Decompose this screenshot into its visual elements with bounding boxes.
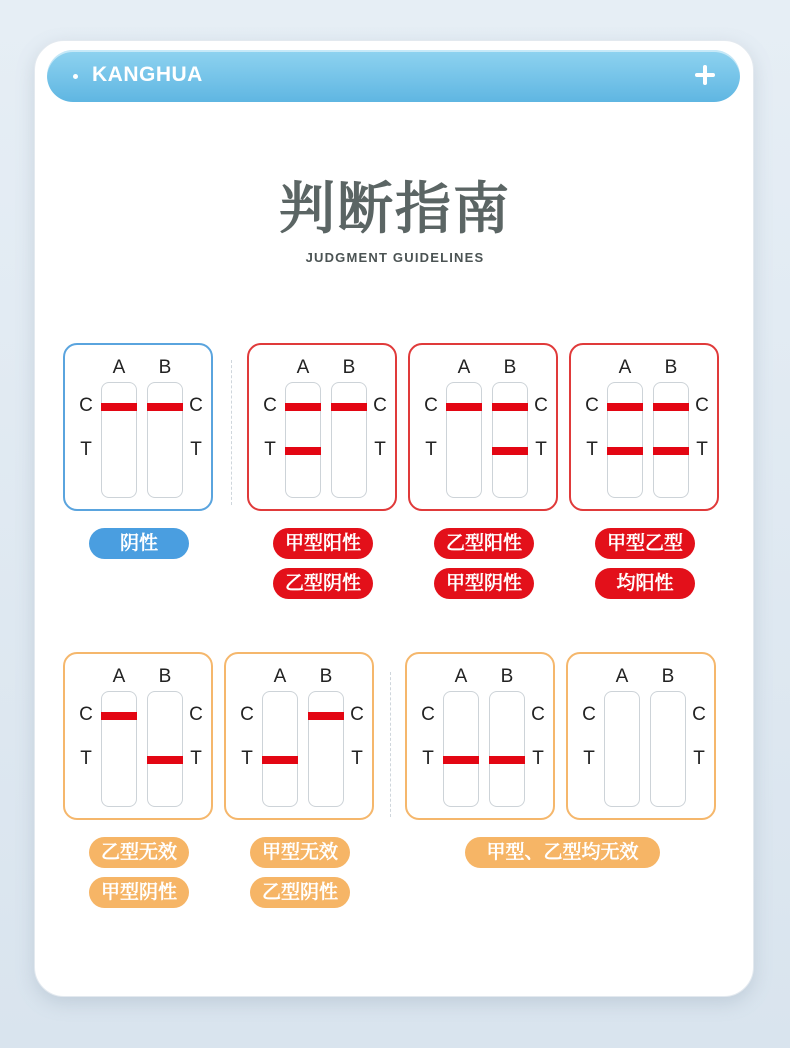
- page-subtitle: JUDGMENT GUIDELINES: [305, 250, 485, 265]
- test-box-r3: [408, 343, 558, 511]
- label-a: A: [112, 357, 126, 378]
- row1-divider: [231, 360, 232, 505]
- label-a: A: [618, 357, 632, 378]
- brand-name: KANGHUA: [92, 63, 203, 86]
- label-c-right: C: [350, 704, 364, 725]
- result-label: 乙型阳性: [434, 528, 534, 559]
- label-c-left: C: [421, 704, 435, 725]
- test-line: [147, 756, 183, 764]
- label-c-left: C: [240, 704, 254, 725]
- control-line: [653, 403, 689, 411]
- label-t-right: T: [190, 439, 202, 460]
- label-t-left: T: [586, 439, 598, 460]
- strip-b: [653, 382, 689, 498]
- label-c-right: C: [189, 395, 203, 416]
- label-c-left: C: [424, 395, 438, 416]
- strip-a: [607, 382, 643, 498]
- result-label: 甲型阴性: [89, 877, 189, 908]
- result-label: 甲型乙型: [595, 528, 695, 559]
- label-b: B: [158, 666, 172, 687]
- strip-a: [101, 691, 137, 807]
- result-label: 乙型阴性: [273, 568, 373, 599]
- test-line: [489, 756, 525, 764]
- strip-b: [331, 382, 367, 498]
- test-line: [653, 447, 689, 455]
- strip-b: [147, 382, 183, 498]
- label-c-right: C: [692, 704, 706, 725]
- label-c-right: C: [534, 395, 548, 416]
- test-line: [443, 756, 479, 764]
- result-label: 乙型阴性: [250, 877, 350, 908]
- label-c-right: C: [189, 704, 203, 725]
- label-a: A: [457, 357, 471, 378]
- label-t-left: T: [241, 748, 253, 769]
- test-line: [285, 447, 321, 455]
- test-line: [607, 447, 643, 455]
- label-b: B: [661, 666, 675, 687]
- label-b: B: [503, 357, 517, 378]
- test-box-r1: [63, 343, 213, 511]
- control-line: [285, 403, 321, 411]
- control-line: [492, 403, 528, 411]
- label-c-right: C: [531, 704, 545, 725]
- strip-b: [492, 382, 528, 498]
- label-b: B: [158, 357, 172, 378]
- result-label: 甲型阳性: [273, 528, 373, 559]
- label-c-right: C: [373, 395, 387, 416]
- label-a: A: [273, 666, 287, 687]
- strip-a: [443, 691, 479, 807]
- test-line: [262, 756, 298, 764]
- result-label: 甲型、乙型均无效: [465, 837, 660, 868]
- label-t-left: T: [80, 439, 92, 460]
- label-t-right: T: [696, 439, 708, 460]
- test-box-r8: [566, 652, 716, 820]
- label-a: A: [454, 666, 468, 687]
- label-b: B: [664, 357, 678, 378]
- result-label: 甲型阴性: [434, 568, 534, 599]
- strip-b: [650, 691, 686, 807]
- result-label: 甲型无效: [250, 837, 350, 868]
- header-dot-icon: [73, 74, 78, 79]
- test-box-r7: [405, 652, 555, 820]
- control-line: [147, 403, 183, 411]
- test-line: [492, 447, 528, 455]
- strip-b: [308, 691, 344, 807]
- control-line: [101, 403, 137, 411]
- test-box-r6: [224, 652, 374, 820]
- label-t-left: T: [583, 748, 595, 769]
- label-c-left: C: [585, 395, 599, 416]
- label-c-left: C: [263, 395, 277, 416]
- control-line: [446, 403, 482, 411]
- label-t-left: T: [80, 748, 92, 769]
- label-b: B: [319, 666, 333, 687]
- strip-a: [262, 691, 298, 807]
- label-t-right: T: [190, 748, 202, 769]
- strip-a: [285, 382, 321, 498]
- label-c-left: C: [79, 704, 93, 725]
- test-box-r4: [569, 343, 719, 511]
- control-line: [308, 712, 344, 720]
- label-b: B: [342, 357, 356, 378]
- result-label: 乙型无效: [89, 837, 189, 868]
- control-line: [331, 403, 367, 411]
- strip-a: [604, 691, 640, 807]
- strip-b: [489, 691, 525, 807]
- control-line: [607, 403, 643, 411]
- result-label: 均阳性: [595, 568, 695, 599]
- label-t-left: T: [264, 439, 276, 460]
- label-t-right: T: [693, 748, 705, 769]
- label-t-right: T: [532, 748, 544, 769]
- label-a: A: [112, 666, 126, 687]
- label-t-right: T: [374, 439, 386, 460]
- row2-divider: [390, 672, 391, 817]
- label-c-right: C: [695, 395, 709, 416]
- plus-icon[interactable]: [694, 64, 716, 86]
- label-b: B: [500, 666, 514, 687]
- label-t-left: T: [425, 439, 437, 460]
- strip-a: [101, 382, 137, 498]
- test-box-r5: [63, 652, 213, 820]
- result-label: 阴性: [89, 528, 189, 559]
- label-a: A: [296, 357, 310, 378]
- label-a: A: [615, 666, 629, 687]
- page-title: 判断指南: [279, 177, 511, 242]
- label-t-right: T: [351, 748, 363, 769]
- label-c-left: C: [79, 395, 93, 416]
- label-t-right: T: [535, 439, 547, 460]
- strip-b: [147, 691, 183, 807]
- control-line: [101, 712, 137, 720]
- strip-a: [446, 382, 482, 498]
- label-t-left: T: [422, 748, 434, 769]
- test-box-r2: [247, 343, 397, 511]
- label-c-left: C: [582, 704, 596, 725]
